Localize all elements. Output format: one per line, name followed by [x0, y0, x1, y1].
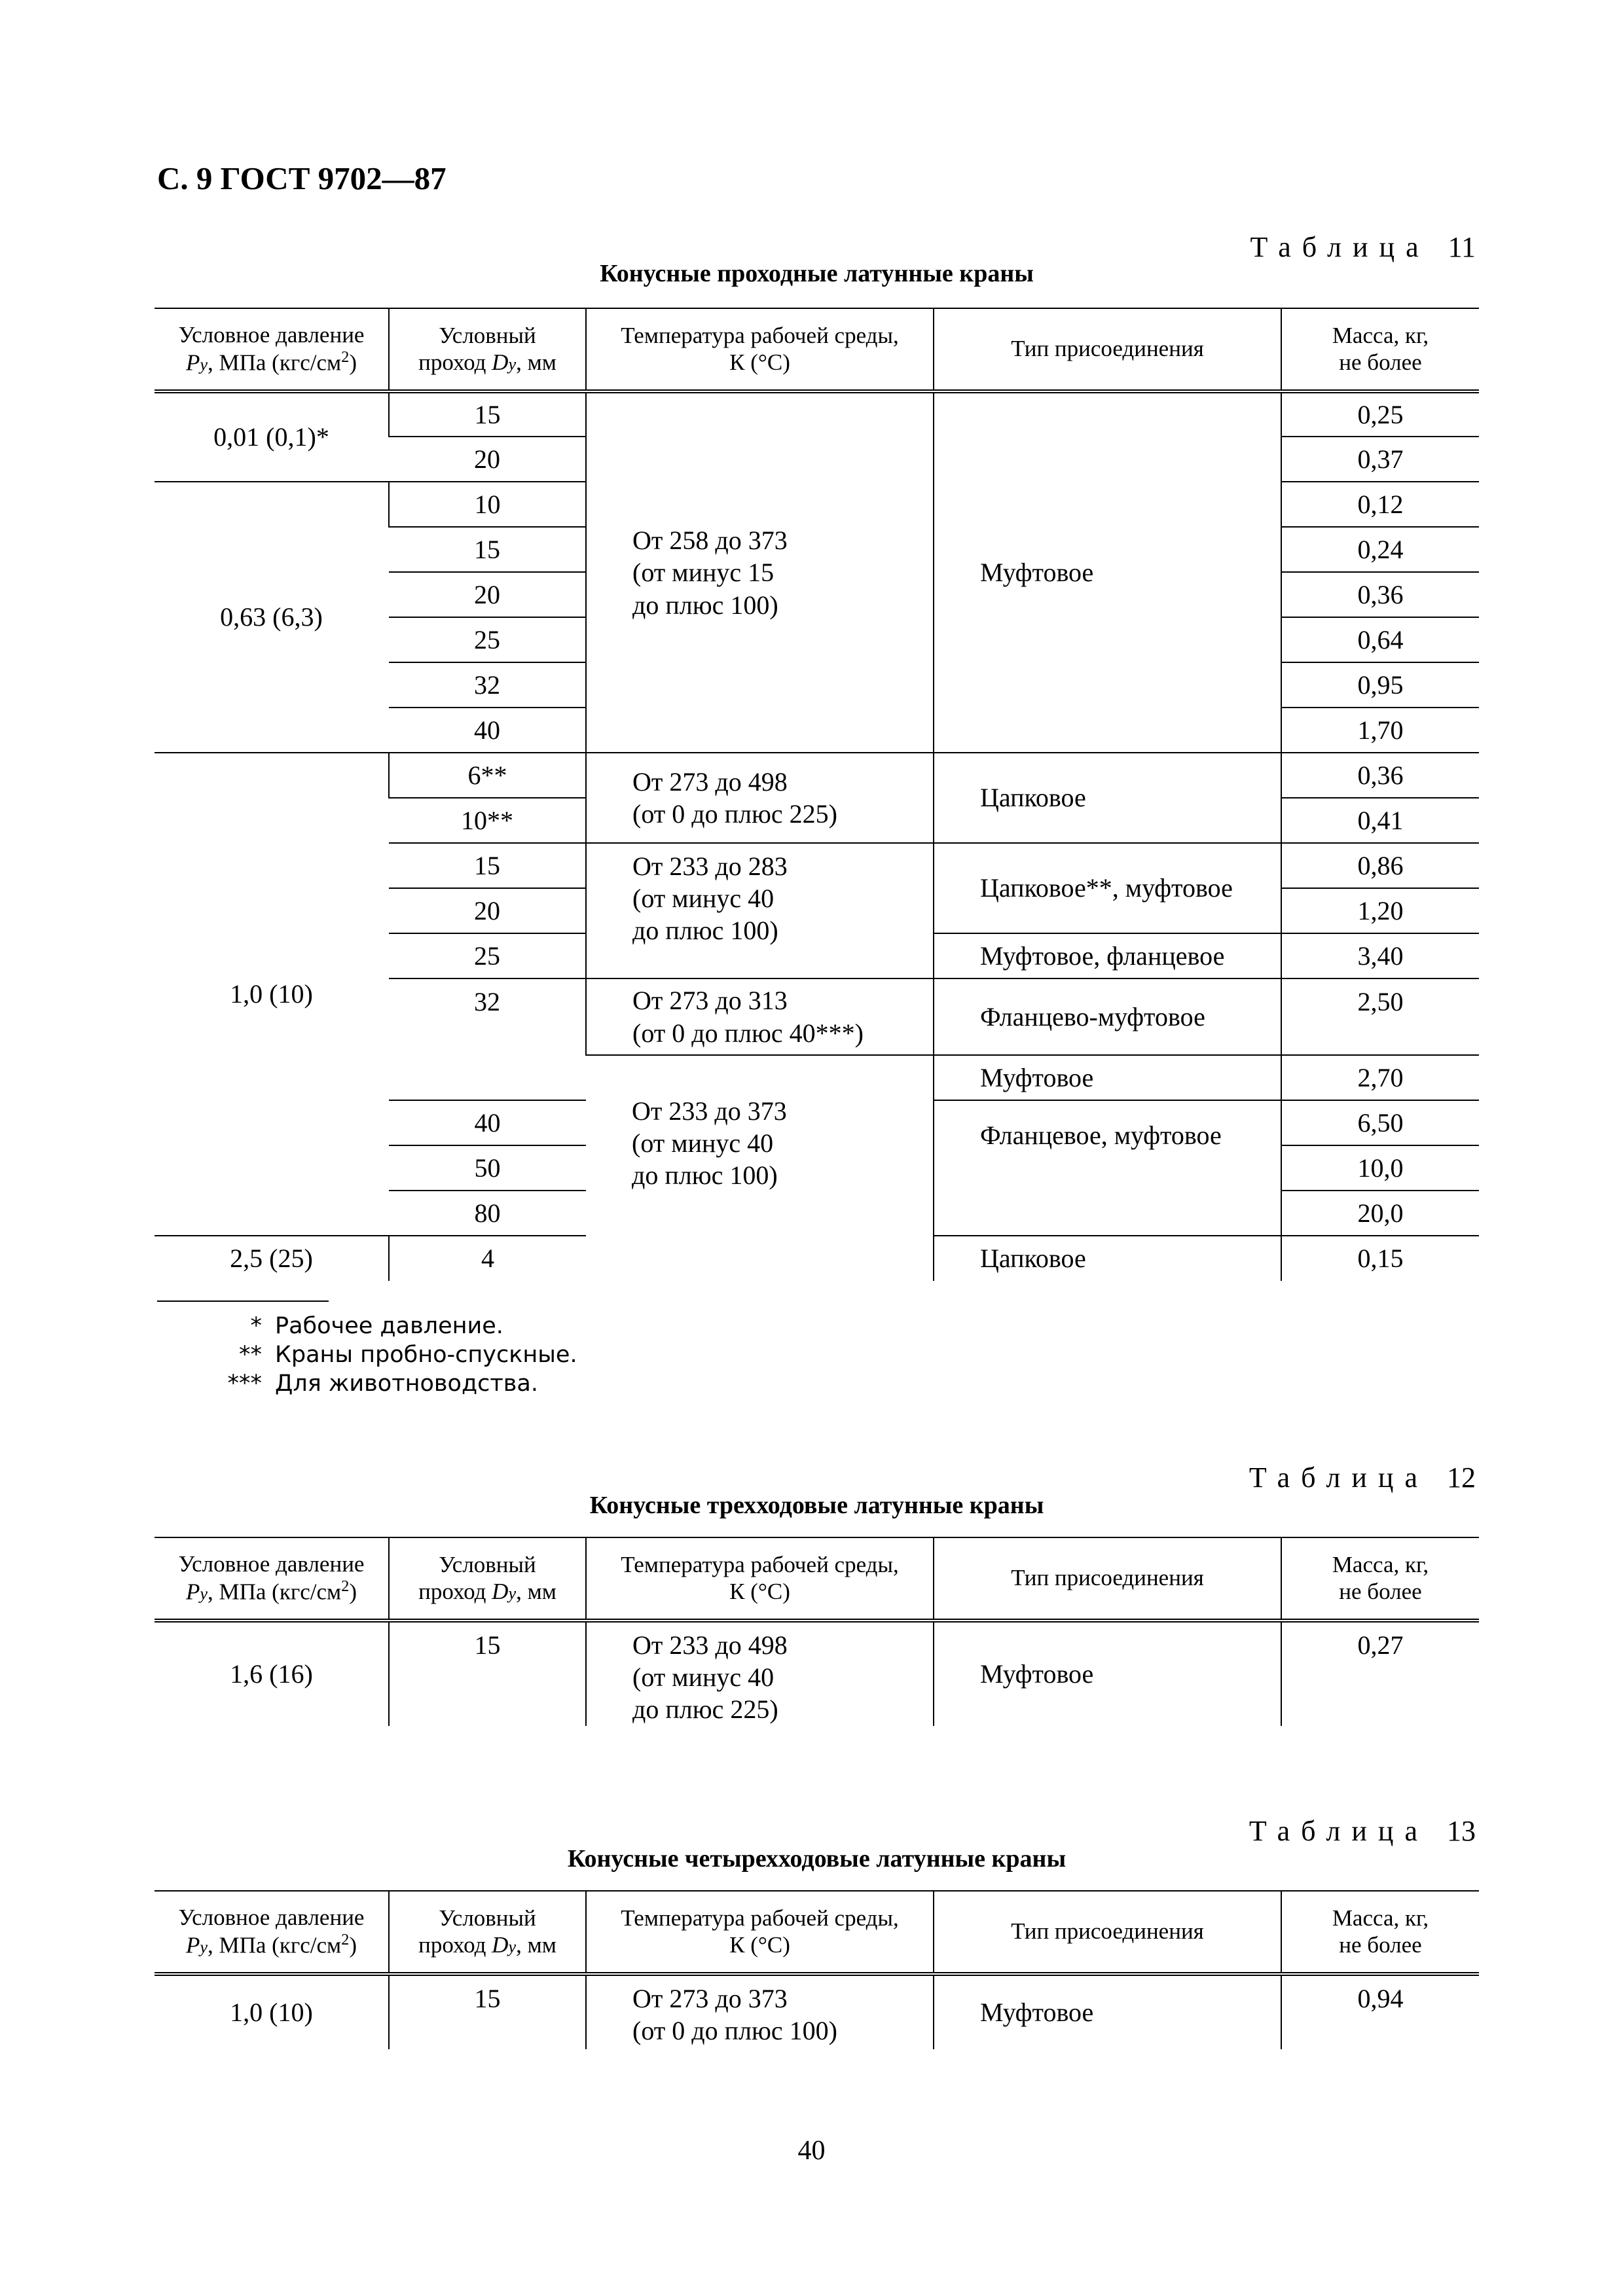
mass-cell: 3,40 — [1281, 933, 1479, 978]
document-header: С. 9 ГОСТ 9702—87 — [157, 160, 447, 196]
mass-cell: 0,37 — [1281, 437, 1479, 482]
table-row — [155, 1974, 1479, 2049]
col-header-bore: Условный проход Dy, мм — [389, 1537, 586, 1621]
bore-cell: 15 — [389, 1621, 586, 1726]
mass-cell: 20,0 — [1281, 1191, 1479, 1236]
bore-cell: 15 — [389, 391, 586, 437]
temperature-cell: От 273 до 313 (от 0 до плюс 40***) — [586, 978, 934, 1055]
col-header-pressure: Условное давление Py, МПа $(кгс/см^2)$ — [155, 1537, 389, 1621]
footnote: ** Краны пробно-спускные. — [239, 1342, 577, 1368]
connection-cell: Фланцевое, муфтовое — [934, 1100, 1281, 1236]
mass-cell: 0,27 — [1281, 1621, 1479, 1726]
pressure-cell: 1,0 (10) — [155, 753, 389, 1236]
col-header-bore: Условный проход Dy, мм — [389, 1891, 586, 1974]
mass-cell: 0,95 — [1281, 662, 1479, 708]
bore-cell: 80 — [389, 1191, 586, 1236]
mass-cell: 0,64 — [1281, 617, 1479, 662]
connection-cell: Цапковое — [934, 753, 1281, 843]
footnote-separator — [157, 1300, 329, 1302]
mass-cell: 10,0 — [1281, 1145, 1479, 1191]
bore-cell: 4 — [389, 1236, 586, 1281]
mass-cell: 2,50 — [1281, 978, 1479, 1055]
bore-cell: 20 — [389, 437, 586, 482]
connection-cell: Цапковое — [934, 1236, 1281, 1281]
pressure-cell: 0,01 (0,1)* — [213, 422, 329, 452]
mass-cell: 0,36 — [1281, 572, 1479, 617]
col-header-mass: Масса, кг, не более — [1281, 308, 1479, 391]
col-header-pressure: Условное давление Py, МПа $(кгс/см^2)$ — [155, 308, 389, 391]
col-header-pressure: Условное давление Py, МПа $(кгс/см^2)$ — [155, 1891, 389, 1974]
bore-cell: 20 — [389, 572, 586, 617]
mass-cell: 0,94 — [1281, 1974, 1479, 2049]
col-header-mass: Масса, кг, не более — [1281, 1891, 1479, 1974]
mass-cell: 0,12 — [1281, 482, 1479, 527]
bore-cell: 32 — [389, 978, 586, 1100]
table-11 — [155, 308, 1479, 1281]
bore-cell: 6** — [389, 753, 586, 798]
table-13-caption — [1249, 1814, 1476, 1848]
caption-number: 12 — [1447, 1462, 1476, 1494]
col-header-bore: Условный проход Dy, мм — [389, 308, 586, 391]
mass-cell: 0,24 — [1281, 527, 1479, 572]
table-row — [155, 1621, 1479, 1726]
bore-cell: 10** — [389, 798, 586, 843]
table-13-title: Конусные четырехходовые латунные краны — [567, 1845, 1067, 1873]
mass-cell: 0,15 — [1281, 1236, 1479, 1281]
pressure-cell: 0,63 (6,3) — [155, 482, 389, 753]
col-header-temperature: Температура рабочей среды, К (°С) — [586, 1891, 934, 1974]
pressure-cell: 1,6 (16) — [230, 1659, 313, 1689]
col-header-connection: Тип присоединения — [934, 1537, 1281, 1621]
bore-cell: 15 — [389, 1974, 586, 2049]
table-12-caption — [1249, 1461, 1476, 1494]
temperature-cell: От 233 до 283 (от минус 40 до плюс 100) — [586, 843, 934, 978]
table-12 — [155, 1537, 1479, 1726]
mass-cell: 0,41 — [1281, 798, 1479, 843]
temperature-cell: От 273 до 373 (от 0 до плюс 100) — [586, 1974, 934, 2049]
col-header-mass: Масса, кг, не более — [1281, 1537, 1479, 1621]
mass-cell: 1,20 — [1281, 888, 1479, 933]
pressure-cell: 1,0 (10) — [230, 1998, 313, 2028]
table-13 — [155, 1890, 1479, 2049]
bore-cell: 20 — [389, 888, 586, 933]
connection-cell: Муфтовое — [934, 1974, 1281, 2049]
bore-cell: 25 — [389, 617, 586, 662]
temperature-cell: От 233 до 498 (от минус 40 до плюс 225) — [586, 1621, 934, 1726]
temperature-cell: От 273 до 498 (от 0 до плюс 225) — [586, 753, 934, 843]
caption-word: Таблица — [1249, 1815, 1429, 1847]
caption-word: Таблица — [1249, 1462, 1429, 1494]
connection-cell: Муфтовое — [934, 1055, 1281, 1100]
bore-cell: 50 — [389, 1145, 586, 1191]
col-header-temperature: Температура рабочей среды, К (°С) — [586, 1537, 934, 1621]
caption-number: 11 — [1448, 231, 1476, 263]
mass-cell: 0,36 — [1281, 753, 1479, 798]
connection-cell: Цапковое**, муфтовое — [934, 843, 1281, 933]
bore-cell: 40 — [389, 708, 586, 753]
bore-cell: 10 — [389, 482, 586, 527]
col-header-connection: Тип присоединения — [934, 1891, 1281, 1974]
temperature-cell: От 258 до 373 (от минус 15 до плюс 100) — [586, 391, 934, 753]
bore-cell: 40 — [389, 1100, 586, 1145]
bore-cell: 15 — [389, 843, 586, 888]
mass-cell: 2,70 — [1281, 1055, 1479, 1100]
col-header-connection: Тип присоединения — [934, 308, 1281, 391]
page-number: 40 — [797, 2136, 826, 2166]
bore-cell: 32 — [389, 662, 586, 708]
col-header-temperature: Температура рабочей среды, К (°С) — [586, 308, 934, 391]
caption-number: 13 — [1447, 1815, 1476, 1847]
connection-cell: Муфтовое — [934, 391, 1281, 753]
mass-cell: 0,25 — [1281, 391, 1479, 437]
table-11-title: Конусные проходные латунные краны — [600, 260, 1034, 287]
mass-cell: 0,86 — [1281, 843, 1479, 888]
table-row — [155, 753, 1479, 798]
caption-word: Таблица — [1250, 231, 1430, 263]
mass-cell: 1,70 — [1281, 708, 1479, 753]
connection-cell: Фланцево-муфтовое — [934, 978, 1281, 1055]
bore-cell: 15 — [389, 527, 586, 572]
temperature-cell: От 233 до 373 (от минус 40 до плюс 100) — [586, 1055, 934, 1281]
bore-cell: 25 — [389, 933, 586, 978]
mass-cell: 6,50 — [1281, 1100, 1479, 1145]
table-row — [155, 391, 1479, 437]
footnote: *** Для животноводства. — [227, 1371, 538, 1397]
connection-cell: Муфтовое, фланцевое — [934, 933, 1281, 978]
table-12-title: Конусные трехходовые латунные краны — [589, 1492, 1044, 1519]
footnote: * Рабочее давление. — [250, 1313, 503, 1339]
connection-cell: Муфтовое — [934, 1621, 1281, 1726]
pressure-cell: 2,5 (25) — [155, 1236, 389, 1281]
